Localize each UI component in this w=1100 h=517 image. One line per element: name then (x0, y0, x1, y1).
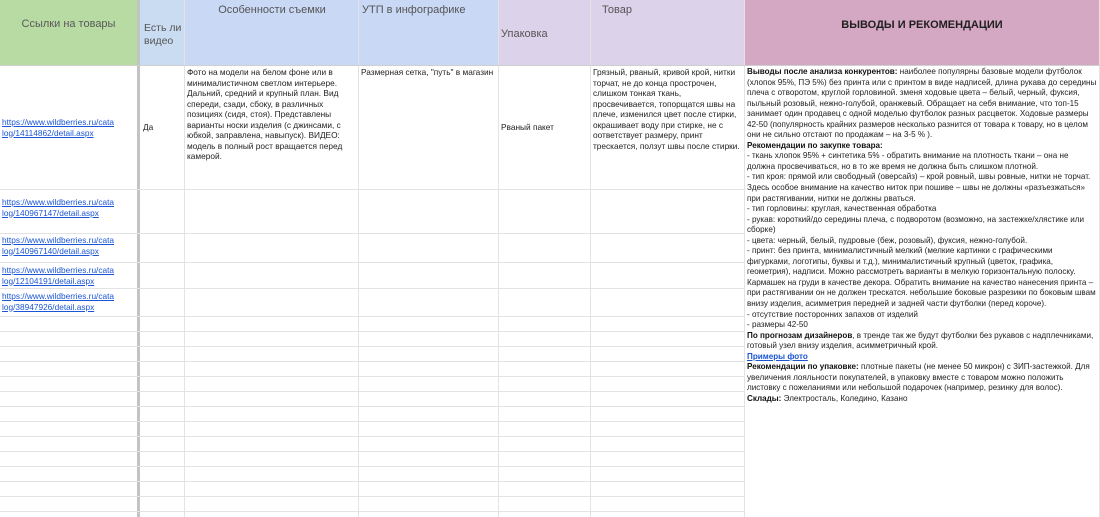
product-link-1-line1[interactable]: https://www.wildberries.ru/cata (2, 117, 115, 127)
header-shooting-label[interactable]: Особенности съемки (218, 4, 326, 16)
competitor-analysis-text: наиболее популярны базовые модели футболок (хлопок 95%, ПЭ 5%) без принта или с принтом в виде надписей, длина рукава до середины плеча с отворотом, круглой горловиной. зменя ходовые цвета – белый, черный, фуксия, пыльный розовый, нежно-голубой, оранжевый. Обращает на себя внимание, что топ-15 занимает один продавец с одной моделью футболок разных расцветок. Ходовые размеры 42-50 (популярность крайних размеров несколько разнится от товара к товару, но в целом они не сильно отстают по продажам – на 3-5 % ). (747, 67, 1097, 140)
conclusions-cell[interactable] (747, 67, 1097, 405)
warehouses-text: Электросталь, Коледино, Казано (781, 393, 908, 403)
product-link-4-line1[interactable]: https://www.wildberries.ru/cata (2, 265, 115, 275)
packaging-recommendations-heading: Рекомендации по упаковке: (747, 362, 859, 372)
designer-forecast-text: , в тренде так же будут футболки без рукавов с надплечниками, готовый узел внизу изделия, асимметричный крой. (747, 330, 1094, 351)
product-link-5-line1[interactable]: https://www.wildberries.ru/cata (2, 291, 115, 301)
product-link-3-line2[interactable]: log/140967140/detail.aspx (2, 245, 99, 256)
cell-product-notes[interactable]: Грязный, рваный, кривой крой, нитки торчат, не до конца прострочен, слишком тонкая ткань, просвечивается, топорщатся швы на плече, изменился цвет после стирки, окрашивает воду при стирке, не с оответствует размеру, принт трескается, ползут швы после стирки. (593, 67, 740, 151)
header-video-label[interactable]: Есть ли видео (144, 22, 182, 47)
header-conclusions (744, 0, 1100, 65)
header-packaging-label[interactable]: Упаковка (501, 28, 548, 40)
product-link-1[interactable] (2, 117, 136, 138)
cell-shooting-text[interactable]: Фото на модели на белом фоне или в минималистичном светлом интерьере. Дальний, средний и крупный план. Вид спереди, сзади, сбоку, в различных позициях (сидя, стоя). Представлены варианты носки изделия (с джинсами, с юбкой, заправлена, навыпуск). ВИДЕО: модель в полный рост вращается перед камерой. (187, 67, 343, 161)
product-link-4-line2[interactable]: log/12104191/detail.aspx (2, 275, 95, 286)
product-link-2[interactable] (2, 197, 136, 218)
frozen-column-divider[interactable] (137, 0, 140, 517)
cell-video-value[interactable]: Да (143, 122, 154, 132)
recommendation-item: - тип кроя: прямой или свободный (оверсайз) – крой ровный, швы ровные, нитки не торчат. Здесь особое внимание на качество ниток при пошиве – швы не должны «разъезжаться» при растягивании, нитки не должны рваться. (747, 172, 1091, 203)
product-link-2-line2[interactable]: log/140967147/detail.aspx (2, 207, 99, 218)
warehouses-heading: Склады: (747, 393, 782, 403)
header-links-label[interactable]: Ссылки на товары (21, 18, 116, 30)
recommendation-item: - ткань хлопок 95% + синтетика 5% - обратить внимание на плотность ткани – она не должна просвечиваться, но в то же время не должна быть слишком плотной. (747, 151, 1069, 171)
header-conclusions-label[interactable]: ВЫВОДЫ И РЕКОМЕНДАЦИИ (841, 19, 1003, 31)
packaging-recommendations-text: плотные пакеты (не менее 50 микрон) с ЗИП-застежкой. Для увеличения лояльности покупателей, в упаковку вместе с товаром можно положить листовку с пожеланиями или небольшой подарочек (например, резинку для волос). (747, 362, 1090, 393)
designer-forecast-heading: По прогнозам дизайнеров (747, 330, 853, 340)
competitor-analysis-paragraph (747, 67, 1097, 141)
recommendation-item: - цвета: черный, белый, пудровые (беж, розовый), фуксия, нежно-голубой. (747, 235, 1028, 245)
packaging-recommendations-paragraph (747, 362, 1097, 394)
header-links (0, 0, 137, 65)
cell-usp-text[interactable]: Размерная сетка, "путь" в магазин (361, 67, 494, 77)
product-link-1-line2[interactable]: log/14114862/detail.aspx (2, 127, 94, 138)
product-link-5-line2[interactable]: log/38947926/detail.aspx (2, 301, 95, 312)
product-link-3-line1[interactable]: https://www.wildberries.ru/cata (2, 235, 115, 245)
recommendation-item: - принт: без принта, минималистичный мелкий (мелкие картинки с графическими фигурками, логотипы, буквы и т.д.), минималистичный крупный (цветок, графика, геометрия), надписи. Можно рассмотреть варианты в мелкую горизонтальную полоску. Кармашек на груди в качестве декора. Обратить внимание на качество нанесения принта – при растягивании он не должен трескатся. небольшие боковые разрезики по боковым швам внизу изделия, асимметрия передней и задней части футболки (перед короче). (747, 246, 1096, 309)
header-product-label[interactable]: Товар (602, 4, 632, 16)
warehouses-paragraph (747, 394, 1097, 405)
product-link-4[interactable] (2, 265, 136, 286)
header-usp-label[interactable]: УТП в инфографике (362, 4, 466, 16)
recommendation-item: - размеры 42-50 (747, 320, 808, 330)
product-link-3[interactable] (2, 235, 136, 256)
competitor-analysis-heading: Выводы после анализа конкурентов: (747, 67, 898, 76)
product-link-5[interactable] (2, 291, 136, 312)
cell-packaging-text[interactable]: Рваный пакет (501, 122, 554, 132)
examples-link-paragraph (747, 352, 1097, 363)
purchase-recommendations-heading (747, 141, 1097, 152)
recommendation-item: - отсутствие посторонних запахов от изделий (747, 309, 918, 319)
product-link-2-line1[interactable]: https://www.wildberries.ru/cata (2, 197, 115, 207)
designer-forecast-paragraph (747, 331, 1097, 352)
examples-photo-link[interactable]: Примеры фото (747, 351, 808, 361)
recommendation-item: - тип горловины: круглая, качественная обработка (747, 204, 937, 214)
recommendation-item: - рукав: короткий/до середины плеча, с подворотом (возможно, на застежке/хлястике или сборке) (747, 214, 1085, 235)
purchase-recommendations-title: Рекомендации по закупке товара: (747, 140, 883, 150)
